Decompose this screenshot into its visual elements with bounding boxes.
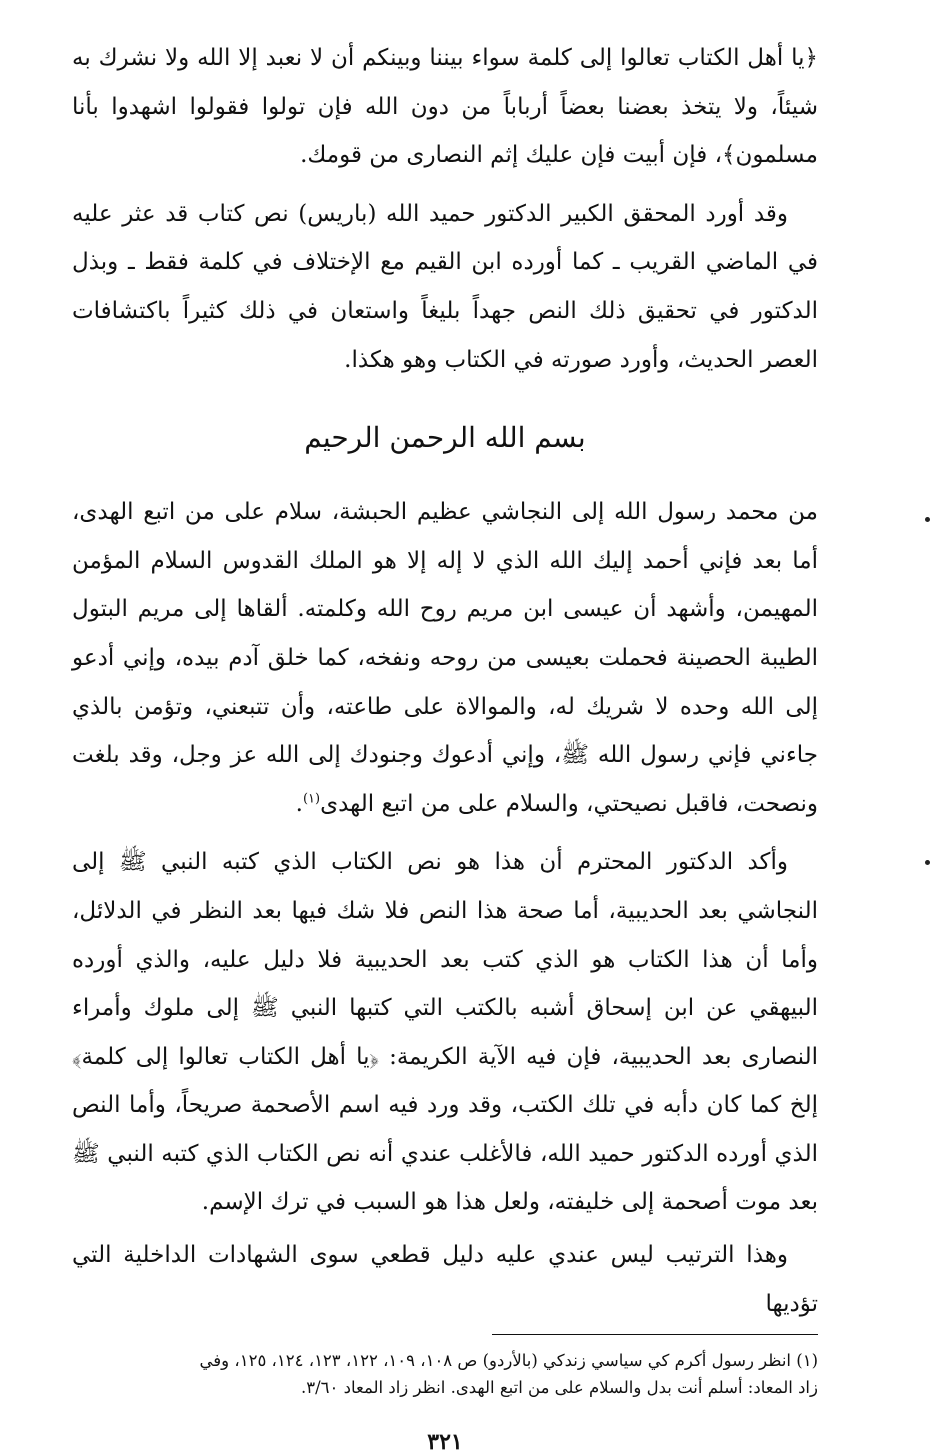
page-content [72, 34, 818, 1455]
basmala-heading: بسم الله الرحمن الرحيم [304, 421, 586, 455]
page-number: ٣٢١ [427, 1429, 463, 1455]
paragraph-quran-verse: ﴿يا أهل الكتاب تعالوا إلى كلمة سواء بيننا وبينكم أن لا نعبد إلا الله ولا نشرك به شيئاً، ولا يتخذ بعضنا بعضاً أرباباً من دون الله فإن تولوا فقولوا اشهدوا بأنا مسلمون﴾، فإن أبيت فإن عليك إثم النصارى من قومك. [72, 45, 818, 169]
scan-mark [925, 860, 930, 865]
letter-body: من محمد رسول الله إلى النجاشي عظيم الحبشة، سلام على من اتبع الهدى، أما بعد فإني أحمد إليك الله الذي لا إله إلا هو الملك القدوس السلام المؤمن المهيمن، وأشهد أن عيسى ابن مريم روح الله وكلمته. ألقاها إلى مريم البتول الطيبة الحصينة فحملت بعيسى من روحه ونفخه، كما خلق آدم بيده، وإني أدعو إلى الله وحده لا شريك له، والموالاة على طاعته، وأن تتبعني، وتؤمن بالذي جاءني فإني رسول الله ﷺ، وإني أدعوك وجنودك إلى الله عز وجل، وقد بلغت ونصحت، فاقبل نصيحتي، والسلام على من اتبع الهدى [72, 499, 818, 817]
letter-end: . [295, 790, 303, 817]
scan-mark [925, 517, 930, 522]
paragraph-doctor-confirmation: وأكد الدكتور المحترم أن هذا هو نص الكتاب الذي كتبه النبي ﷺ إلى النجاشي بعد الحديبية، أما صحة هذا النص فلا شك فيها بعد النظر في الدلائل، وأما أن هذا الكتاب هو الذي كتب بعد الحديبية فلا دليل عليه، والذي أورده البيهقي عن ابن إسحاق أشبه بالكتب التي كتبها النبي ﷺ إلى ملوك وأمراء النصارى بعد الحديبية، فإن فيه الآية الكريمة: ﴿يا أهل الكتاب تعالوا إلى كلمة﴾ إلخ كما كان دأبه في تلك الكتب، وقد ورد فيه اسم الأصحمة صريحاً، وأما النص الذي أورده الدكتور حميد الله، فالأغلب عندي أنه نص الكتاب الذي كتبه النبي ﷺ بعد موت أصحمة إلى خليفته، ولعل هذا هو السبب في ترك الإسم. [72, 849, 818, 1216]
footnote-line-2: زاد المعاد: أسلم أنت بدل والسلام على من اتبع الهدى. انظر زاد المعاد ٣/٦٠. [300, 1378, 818, 1398]
footnote-line-1: (١) انظر رسول أكرم كي سياسي زندكي (بالأردو) ص ١٠٨، ١٠٩، ١٢٢، ١٢٣، ١٢٤، ١٢٥، وفي [199, 1351, 818, 1371]
footnote-divider [492, 1334, 818, 1335]
paragraph-hamidullah-intro: وقد أورد المحقق الكبير الدكتور حميد الله (باريس) نص كتاب قد عثر عليه في الماضي القريب ـ كما أورده ابن القيم مع الإختلاف في كلمة فقط ـ وبذل الدكتور في تحقيق ذلك النص جهداً بليغاً واستعان في ذلك كثيراً باكتشافات العصر الحديث، وأورد صورته في الكتاب وهو هكذا. [72, 200, 818, 373]
paragraph-ordering: وهذا الترتيب ليس عندي عليه دليل قطعي سوى الشهادات الداخلية التي تؤديها [72, 1242, 818, 1317]
footnote-ref: (١) [302, 791, 321, 807]
paragraph-letter-text [72, 488, 818, 828]
